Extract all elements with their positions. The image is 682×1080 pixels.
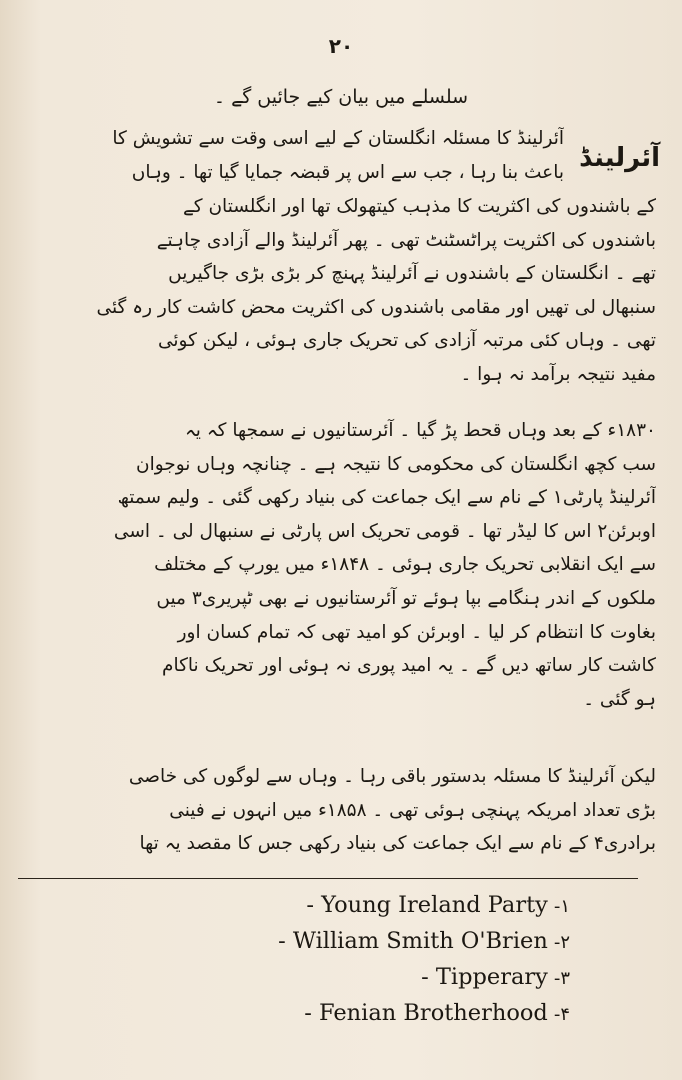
continuation-line: سلسلے میں بیان کیے جائیں گے ۔: [213, 86, 469, 108]
text-line: ۱۸۳۰ء کے بعد وہاں قحط پڑ گیا ۔ آئرستانیوں نے سمجھا کہ یہ: [184, 420, 656, 441]
footnote-marker: -۲: [553, 932, 570, 953]
text-line: کے باشندوں کی اکثریت کا مذہب کیتھولک تھا اور انگلستان کے: [182, 196, 656, 217]
text-line: سب کچھ انگلستان کی محکومی کا نتیجہ ہے ۔ چنانچہ وہاں نوجوان: [136, 453, 656, 475]
footnote-text: - Tipperary: [421, 964, 548, 990]
text-line: مفید نتیجہ برآمد نہ ہوا ۔: [460, 363, 656, 385]
text-line: لیکن آئرلینڈ کا مسئلہ بدستور باقی رہا ۔ وہاں سے لوگوں کی خاصی: [128, 766, 656, 787]
footnote: [50, 924, 570, 960]
footnotes: [50, 888, 570, 1032]
footnote-divider: [18, 878, 638, 879]
text-line: ہو گئی ۔: [583, 688, 656, 710]
paragraph-2: [34, 414, 656, 716]
text-line: باعث بنا رہا ، جب سے اس پر قبضہ جمایا گیا تھا ۔ وہاں: [131, 161, 564, 183]
paragraph-1-heading-lines: [34, 122, 564, 189]
text-line: برادری۴ کے نام سے ایک جماعت کی بنیاد رکھی جس کا مقصد یہ تھا: [139, 833, 656, 855]
text-line: کاشت کار ساتھ دیں گے ۔ یہ امید پوری نہ ہوئی اور تحریک ناکام: [162, 655, 656, 677]
text-line: سنبھال لی تھیں اور مقامی باشندوں کی اکثریت محض کاشت کار رہ گئی: [96, 296, 656, 318]
paragraph-3: [34, 760, 656, 861]
footnote-marker: -۳: [553, 968, 570, 989]
text-line: ملکوں کے اندر ہنگامے بپا ہوئے تو آئرستانیوں نے بھی ٹپریری۳ میں: [156, 587, 656, 609]
side-heading: آئرلینڈ: [579, 143, 660, 173]
text-line: آئرلینڈ کا مسئلہ انگلستان کے لیے اسی وقت سے تشویش کا: [112, 128, 564, 149]
paragraph-1: [34, 190, 656, 392]
footnote-text: - Young Ireland Party: [306, 892, 548, 918]
footnote-text: - Fenian Brotherhood: [304, 1000, 548, 1026]
footnote: [50, 996, 570, 1032]
text-line: بغاوت کا انتظام کر لیا ۔ اوبرئن کو امید تھی کہ تمام کسان اور: [177, 621, 656, 643]
text-line: بڑی تعداد امریکہ پہنچی ہوئی تھی ۔ ۱۸۵۸ء میں انہوں نے فینی: [169, 799, 656, 821]
text-line: باشندوں کی اکثریت پراٹسٹنٹ تھی ۔ پھر آئرلینڈ والے آزادی چاہتے: [156, 229, 656, 251]
text-line: آئرلینڈ پارٹی۱ کے نام سے ایک جماعت کی بنیاد رکھی گئی ۔ ولیم سمتھ: [117, 487, 656, 509]
footnote-marker: -۴: [553, 1004, 570, 1025]
text-line: سے ایک انقلابی تحریک جاری ہوئی ۔ ۱۸۴۸ء میں یورپ کے مختلف: [154, 554, 656, 576]
text-line: تھی ۔ وہاں کئی مرتبہ آزادی کی تحریک جاری ہوئی ، لیکن کوئی: [157, 330, 656, 352]
footnote-marker: -۱: [553, 896, 570, 917]
text-line: تھے ۔ انگلستان کے باشندوں نے آئرلینڈ پہنچ کر بڑی بڑی جاگیریں: [168, 263, 656, 285]
footnote: [50, 888, 570, 924]
footnote-text: - William Smith O'Brien: [278, 928, 548, 954]
footnote: [50, 960, 570, 996]
page-number: ۲۰: [328, 34, 354, 58]
text-line: اوبرئن۲ اس کا لیڈر تھا ۔ قومی تحریک اس پارٹی نے سنبھال لی ۔ اسی: [113, 520, 656, 542]
